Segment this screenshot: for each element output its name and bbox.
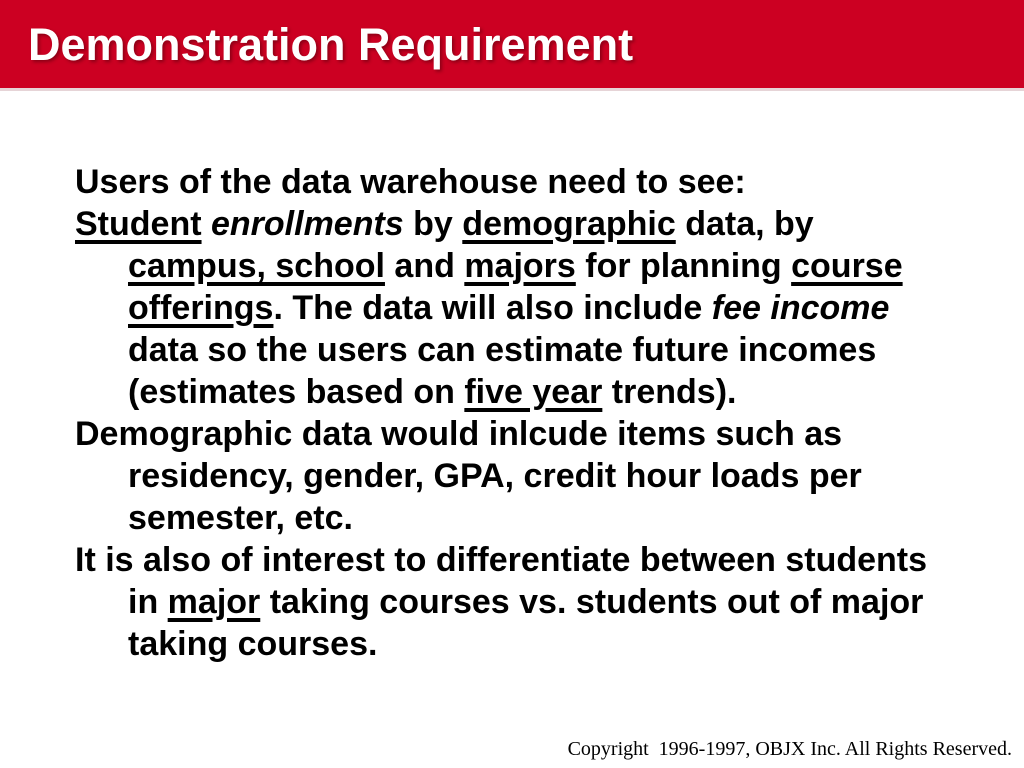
underlined-text: major bbox=[167, 583, 261, 621]
text-line bbox=[128, 371, 1024, 413]
slide-title-banner bbox=[0, 0, 1024, 91]
plain-text: for planning bbox=[575, 247, 792, 285]
page-title: Demonstration Requirement bbox=[28, 19, 634, 70]
plain-text: Demographic data would inlcude items such as bbox=[75, 415, 843, 453]
paragraph bbox=[75, 413, 1024, 539]
underlined-text: course bbox=[791, 247, 903, 285]
plain-text: data so the users can estimate future incomes bbox=[128, 331, 877, 369]
underlined-text: majors bbox=[464, 247, 576, 285]
underlined-text: five year bbox=[464, 373, 603, 411]
text-line bbox=[75, 539, 1024, 581]
plain-text: taking courses. bbox=[128, 625, 378, 663]
text-line bbox=[128, 497, 1024, 539]
slide-body-text bbox=[75, 161, 1024, 665]
underlined-text: demographic bbox=[462, 205, 676, 243]
text-line bbox=[128, 287, 1024, 329]
plain-text: taking courses vs. students out of major bbox=[260, 583, 924, 621]
italic-text: enrollments bbox=[211, 205, 404, 243]
text-line bbox=[128, 245, 1024, 287]
text-line bbox=[75, 161, 1024, 203]
underlined-text: campus, school bbox=[128, 247, 385, 285]
plain-text: residency, gender, GPA, credit hour loads per bbox=[128, 457, 862, 495]
plain-text: in bbox=[128, 583, 168, 621]
plain-text: by bbox=[403, 205, 463, 243]
plain-text: trends). bbox=[602, 373, 737, 411]
text-line bbox=[75, 203, 1024, 245]
underlined-text: offerings bbox=[128, 289, 274, 327]
underlined-text: Student bbox=[75, 205, 202, 243]
copyright-text: Copyright 1996-1997, OBJX Inc. All Rights Reserved. bbox=[567, 738, 1012, 760]
text-line bbox=[75, 413, 1024, 455]
text-line bbox=[128, 455, 1024, 497]
plain-text: . The data will also include bbox=[273, 289, 712, 327]
plain-text: data, by bbox=[675, 205, 814, 243]
plain-text: semester, etc. bbox=[128, 499, 353, 537]
italic-text: fee income bbox=[711, 289, 890, 327]
plain-text: (estimates based on bbox=[128, 373, 465, 411]
plain-text: and bbox=[384, 247, 465, 285]
text-line bbox=[128, 623, 1024, 665]
text-line bbox=[128, 581, 1024, 623]
text-line bbox=[128, 329, 1024, 371]
plain-text bbox=[202, 205, 211, 243]
plain-text: It is also of interest to differentiate between students bbox=[75, 541, 928, 579]
plain-text: Users of the data warehouse need to see: bbox=[75, 163, 746, 201]
paragraph bbox=[75, 161, 1024, 203]
paragraph bbox=[75, 539, 1024, 665]
paragraph bbox=[75, 203, 1024, 413]
